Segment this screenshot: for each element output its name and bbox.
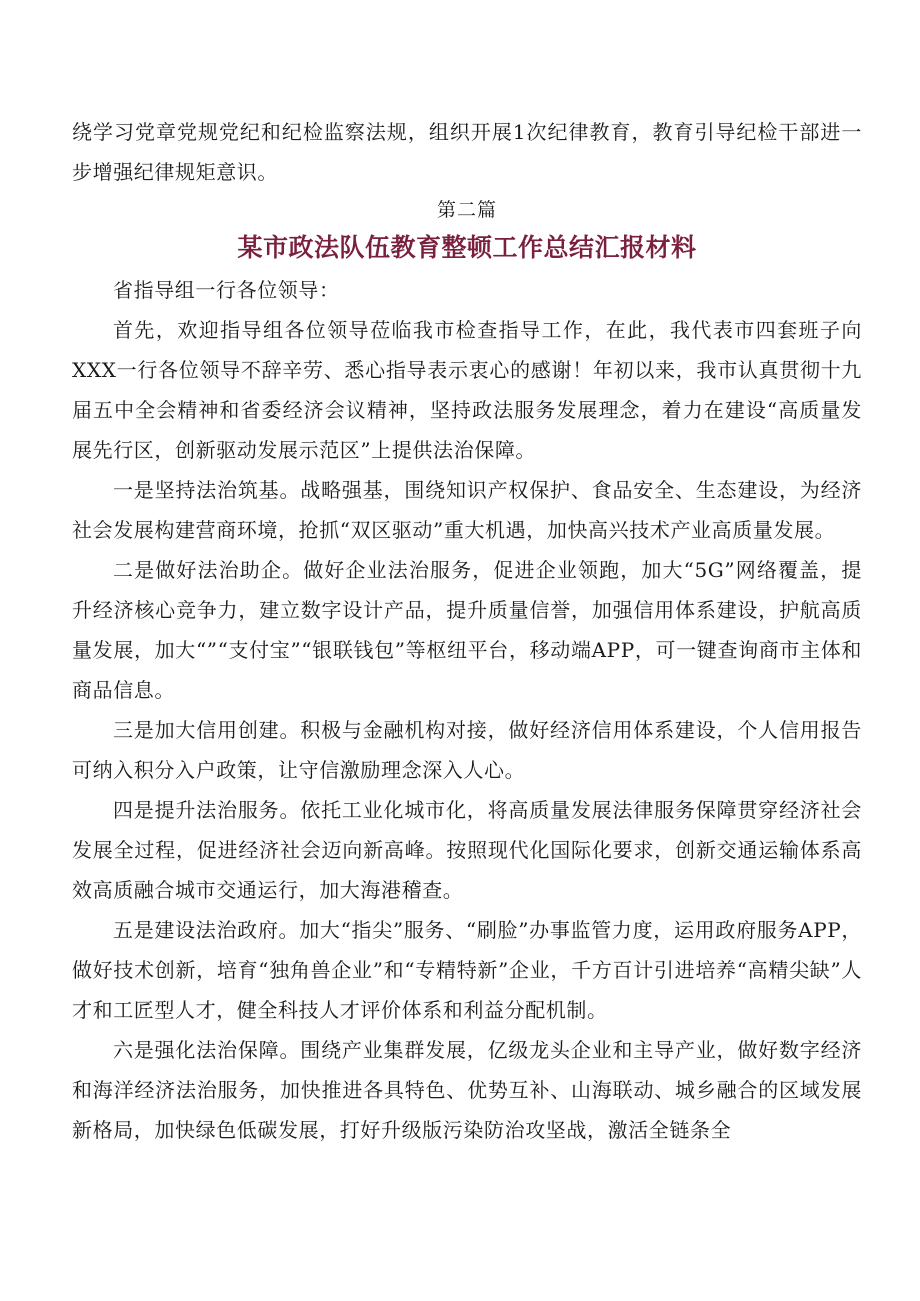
paragraph-point-2: 二是做好法治助企。做好企业法治服务，促进企业领跑，加大“5G”网络覆盖，提升经济核心竞争力，建立数字设计产品，提升质量信誉，加强信用体系建设，护航高质量发展，加大“”“支付宝”“银联钱包”等枢纽平台，移动端APP，可一键查询商市主体和商品信息。	[72, 558, 862, 702]
paragraph-point-5: 五是建设法治政府。加大“指尖”服务、“刷脸”办事监管力度，运用政府服务APP，做好技术创新，培育“独角兽企业”和“专精特新”企业，千方百计引进培养“高精尖缺”人才和工匠型人才，健全科技人才评价体系和利益分配机制。	[72, 918, 862, 1022]
salutation: 省指导组一行各位领导：	[113, 278, 340, 302]
paragraph-intro: 首先，欢迎指导组各位领导莅临我市检查指导工作，在此，我代表市四套班子向XXX一行各位领导不辞辛劳、悉心指导表示衷心的感谢！年初以来，我市认真贯彻十九届五中全会精神和省委经济会议精神，坚持政法服务发展理念，着力在建设“高质量发展先行区，创新驱动发展示范区”上提供法治保障。	[72, 318, 862, 462]
paragraph-point-3: 三是加大信用创建。积极与金融机构对接，做好经济信用体系建设，个人信用报告可纳入积分入户政策，让守信激励理念深入人心。	[72, 718, 862, 782]
paragraph-point-4: 四是提升法治服务。依托工业化城市化，将高质量发展法律服务保障贯穿经济社会发展全过程，促进经济社会迈向新高峰。按照现代化国际化要求，创新交通运输体系高效高质融合城市交通运行，加大海港稽查。	[72, 798, 862, 902]
continuation-paragraph: 绕学习党章党规党纪和纪检监察法规，组织开展1次纪律教育，教育引导纪检干部进一步增强纪律规矩意识。	[72, 120, 862, 184]
document-page	[72, 112, 862, 1150]
section-label: 第二篇	[436, 199, 497, 221]
paragraph-point-1: 一是坚持法治筑基。战略强基，围绕知识产权保护、食品安全、生态建设，为经济社会发展构建营商环境，抢抓“双区驱动”重大机遇，加快高兴技术产业高质量发展。	[72, 478, 862, 542]
paragraph-point-6: 六是强化法治保障。围绕产业集群发展，亿级龙头企业和主导产业，做好数字经济和海洋经济法治服务，加快推进各具特色、优势互补、山海联动、城乡融合的区域发展新格局，加快绿色低碳发展，打好升级版污染防治攻坚战，激活全链条全	[72, 1038, 862, 1142]
document-title: 某市政法队伍教育整顿工作总结汇报材料	[237, 233, 697, 262]
